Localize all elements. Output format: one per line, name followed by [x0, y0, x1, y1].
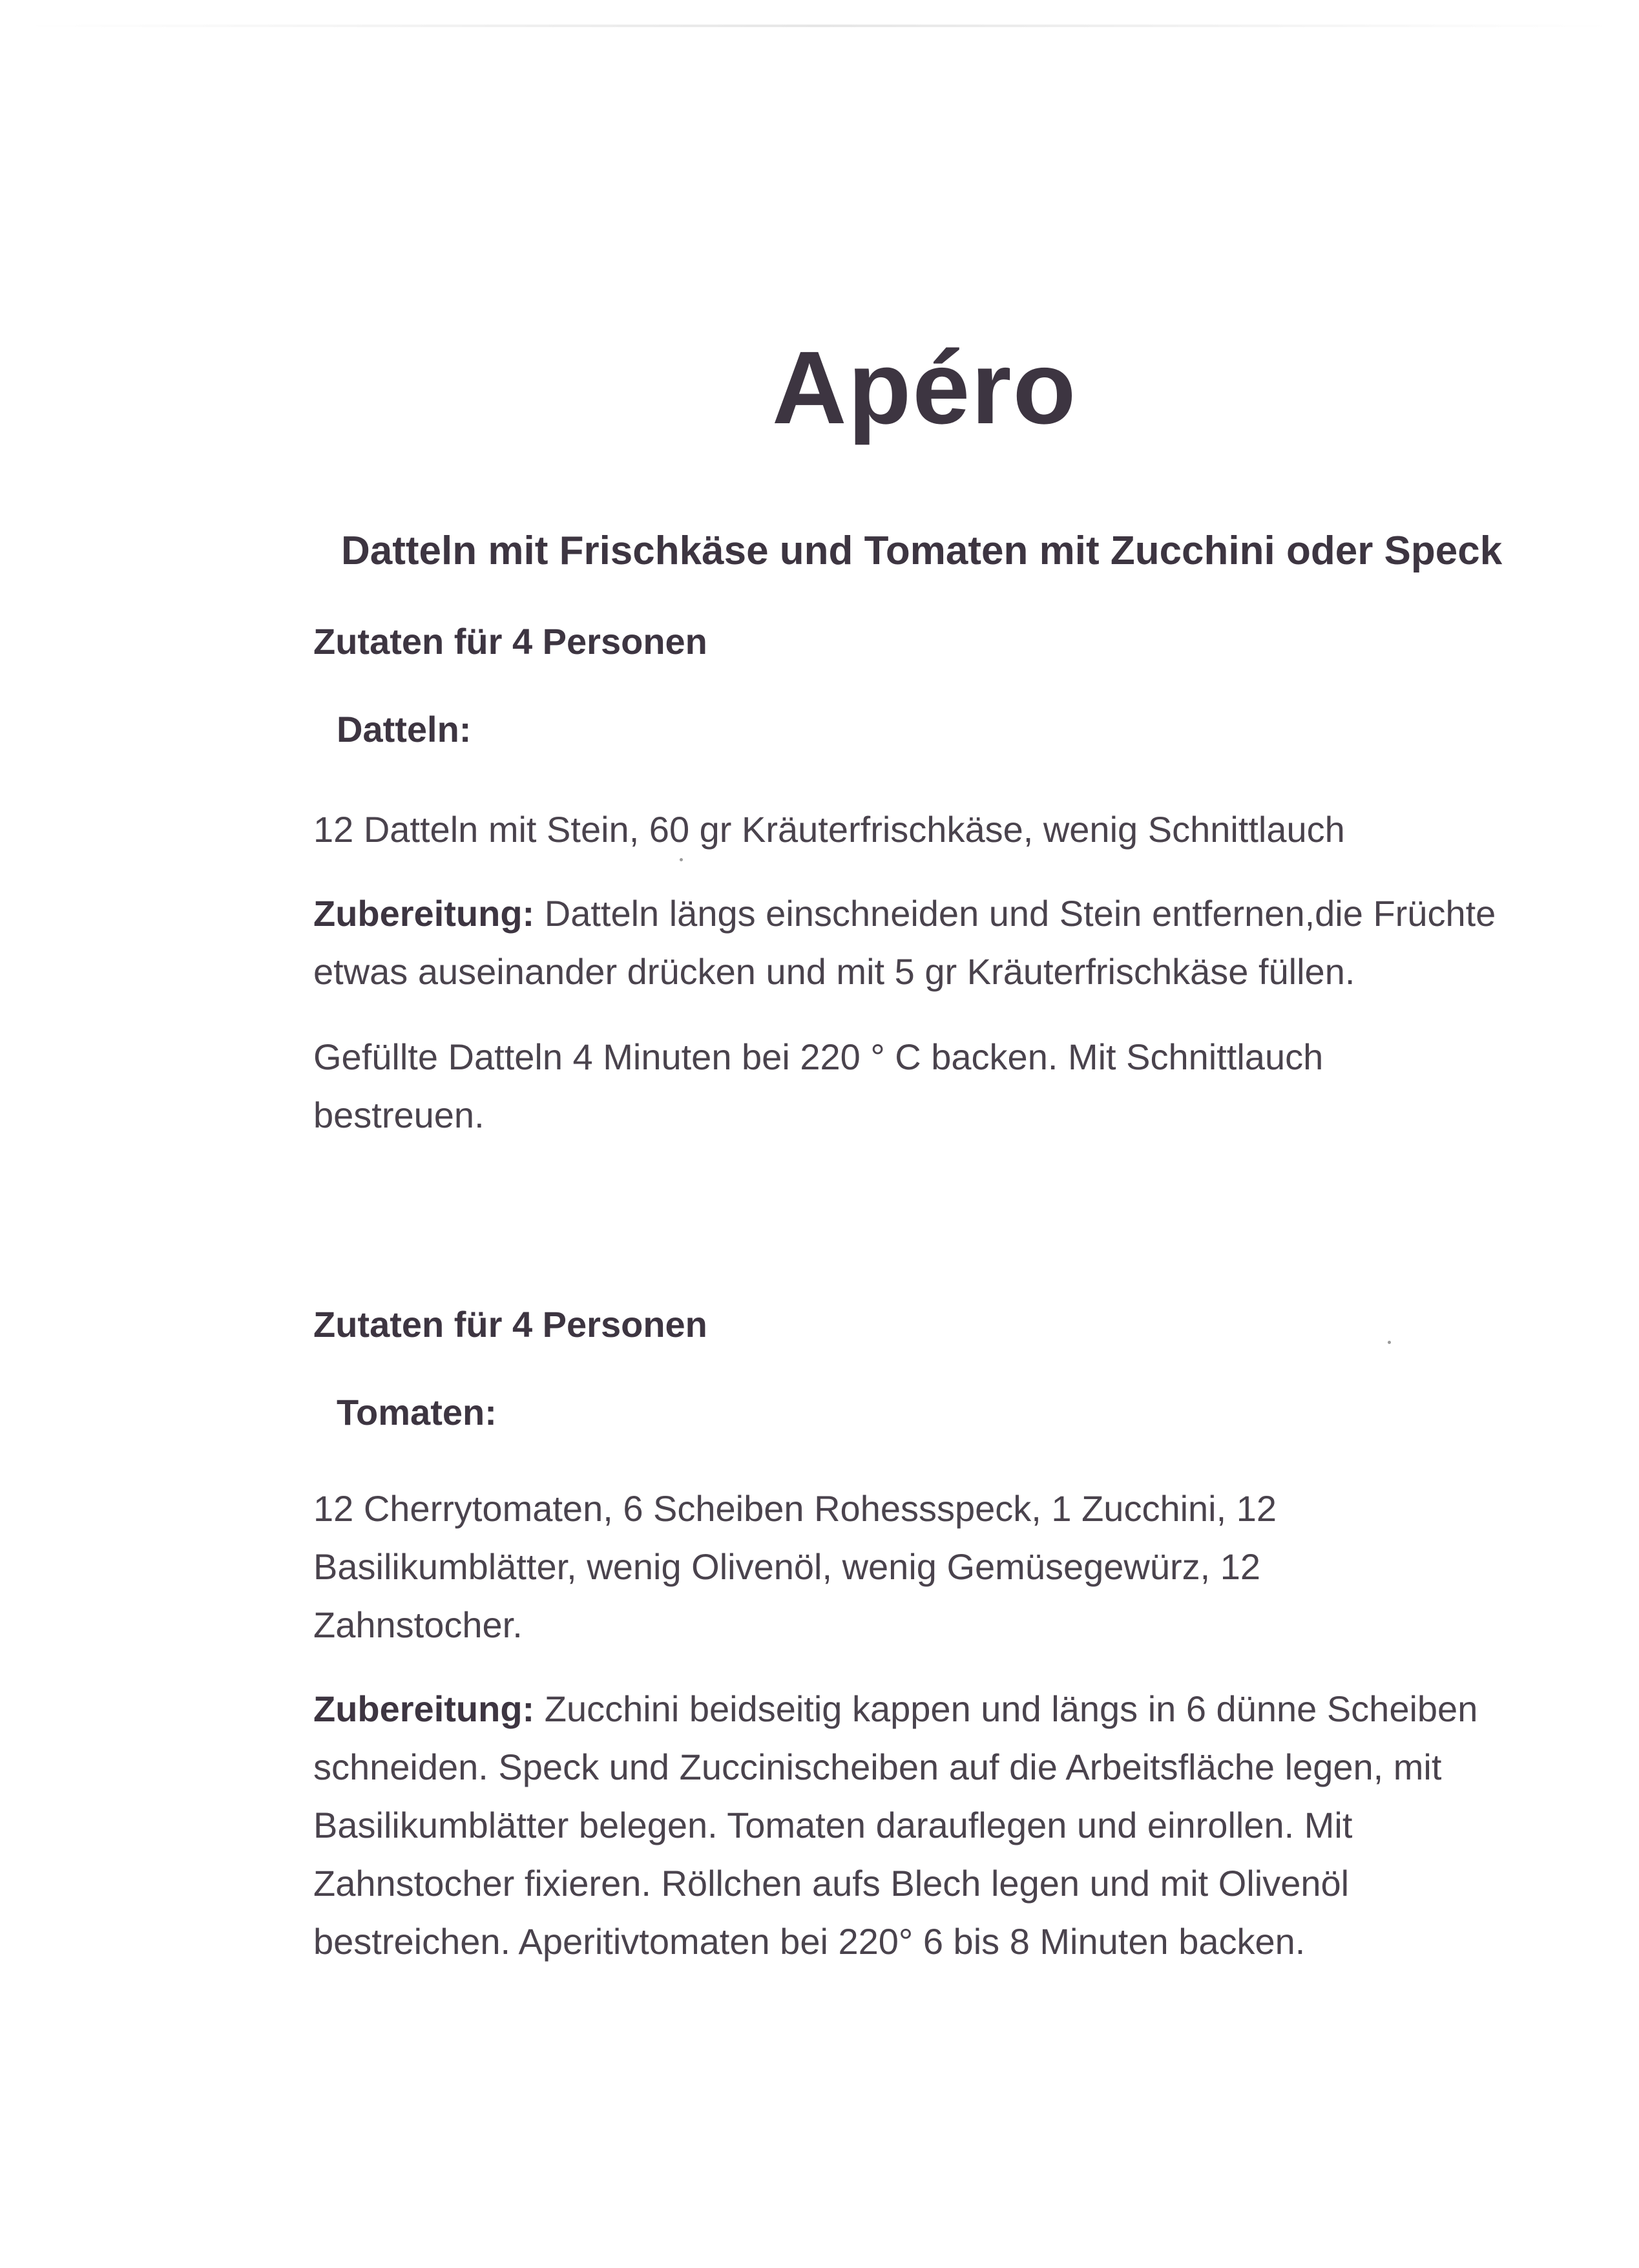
preparation-text — [313, 885, 1509, 1001]
preparation-text — [313, 1680, 1541, 1971]
baking-note: Gefüllte Datteln 4 Minuten bei 220 ° C backen. Mit Schnittlauch bestreuen. — [313, 1036, 1324, 1135]
page-title: Apéro — [772, 330, 1078, 445]
recipe-tomaten — [313, 1304, 1541, 1971]
recipe-name: Datteln: — [337, 709, 472, 750]
preparation-body: Datteln längs einschneiden und Stein entfernen,die Früchte etwas auseinander drücken und mit 5 gr Kräuterfrischkäse füllen. — [313, 893, 1496, 992]
preparation-label: Zubereitung: — [313, 1688, 535, 1729]
scan-speck — [1388, 1341, 1391, 1344]
servings-heading: Zutaten für 4 Personen — [313, 621, 707, 662]
ingredients-text: 12 Cherrytomaten, 6 Scheiben Rohessspeck, 1 Zucchini, 12 Basilikumblätter, wenig Olivenöl, wenig Gemüsegewürz, 12 Zahnstocher. — [313, 1488, 1277, 1645]
preparation-label: Zubereitung: — [313, 893, 535, 934]
servings-heading: Zutaten für 4 Personen — [313, 1304, 707, 1345]
scan-edge — [26, 25, 1613, 27]
recipe-name: Tomaten: — [337, 1392, 497, 1433]
recipe-datteln — [313, 621, 1541, 1144]
scan-speck — [680, 858, 683, 861]
recipe-subtitle: Datteln mit Frischkäse und Tomaten mit Zucchini oder Speck — [341, 529, 1503, 573]
preparation-body: Zucchini beidseitig kappen und längs in 6 dünne Scheiben schneiden. Speck und Zuccinischeiben auf die Arbeitsfläche legen, mit Basilikumblätter belegen. Tomaten darauflegen und einrollen. Mit Zahnstocher fixieren. Röllchen aufs Blech legen und mit Olivenöl bestreichen. Aperitivtomaten bei 220° 6 bis 8 Minuten backen. — [313, 1688, 1478, 1962]
ingredients-text: 12 Datteln mit Stein, 60 gr Kräuterfrischkäse, wenig Schnittlauch — [313, 809, 1345, 850]
